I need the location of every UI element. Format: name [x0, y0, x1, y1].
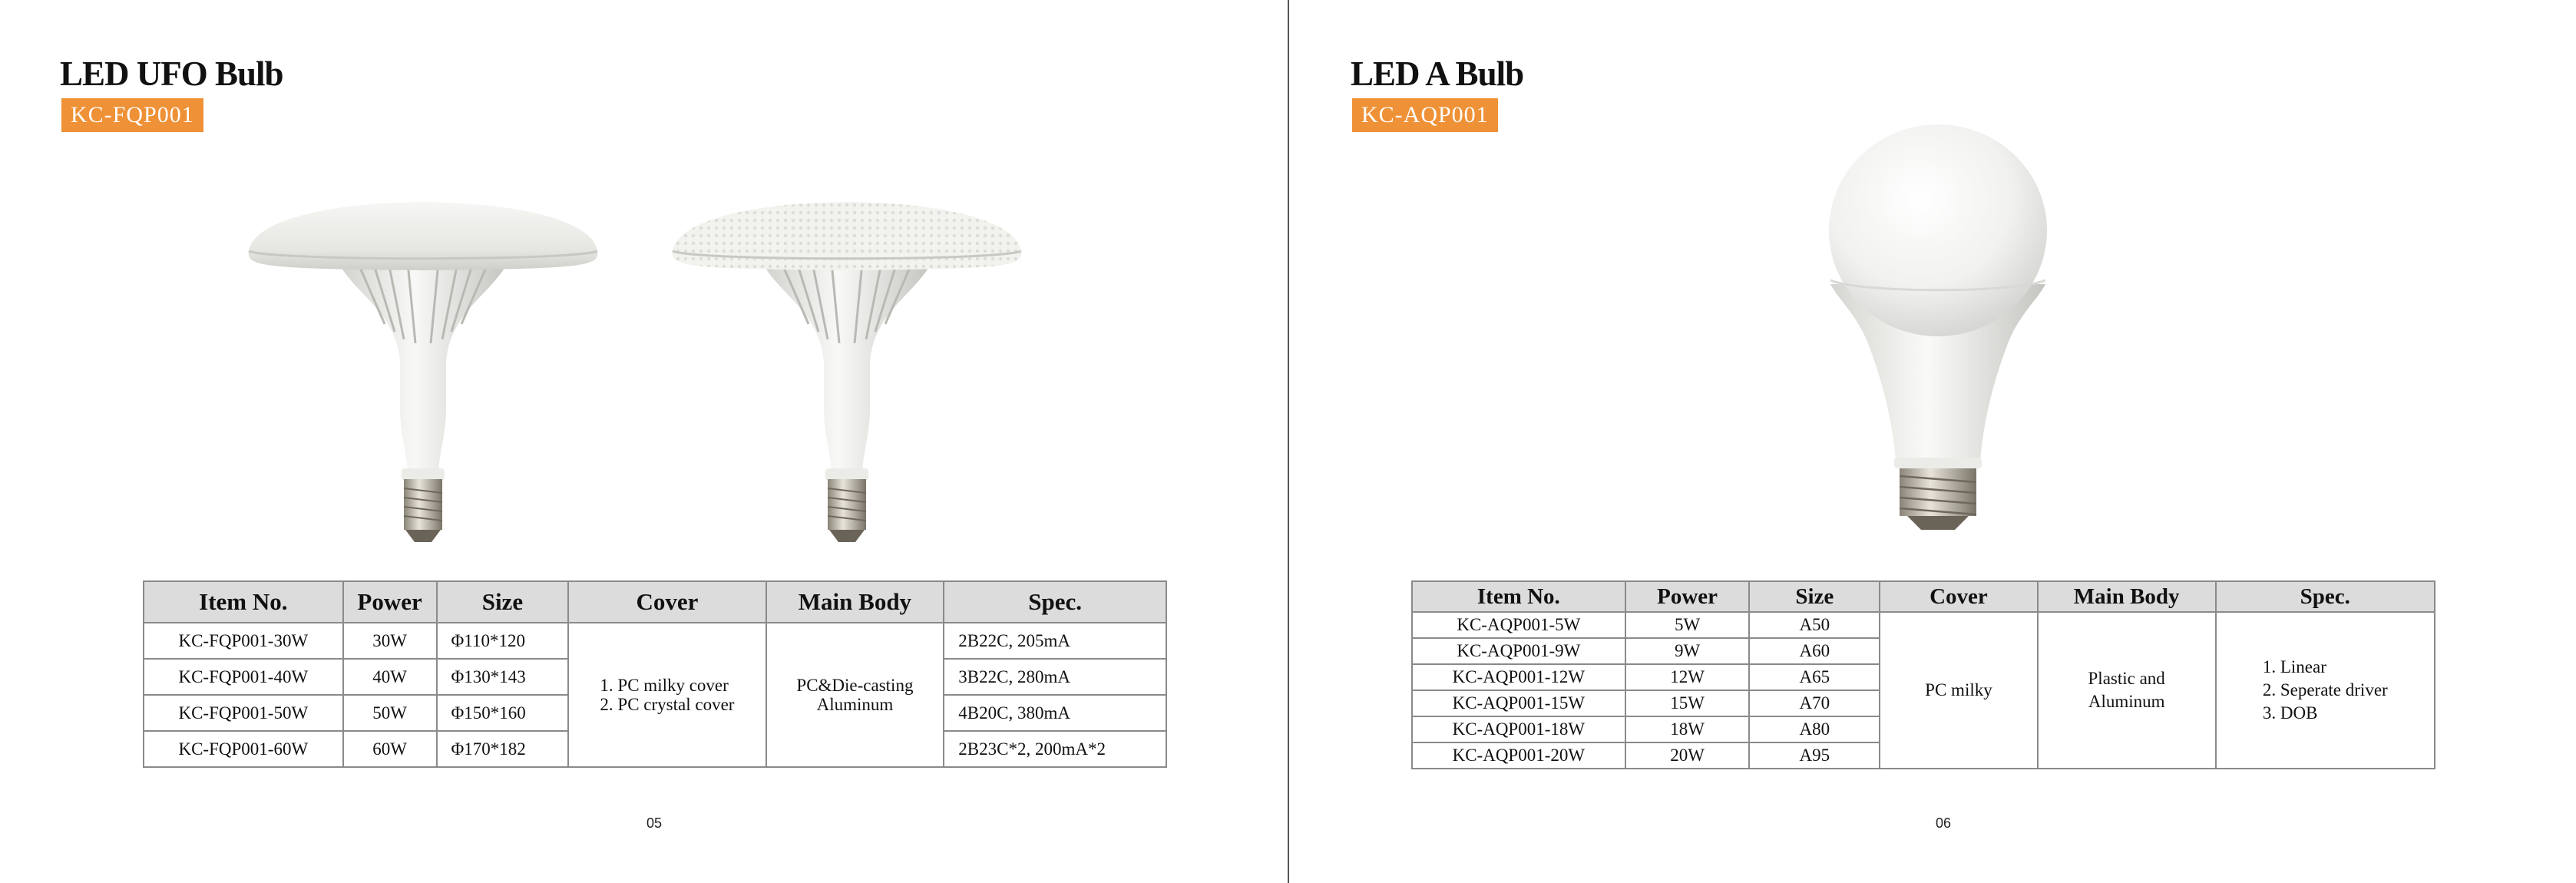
cell-size: A50 [1749, 612, 1880, 638]
cell-item-no: KC-AQP001-18W [1412, 716, 1625, 742]
page-title: LED UFO Bulb [60, 55, 283, 93]
cell-item-no: KC-FQP001-50W [144, 695, 343, 731]
cell-item-no: KC-FQP001-60W [144, 731, 343, 767]
cell-size: Φ130*143 [437, 659, 569, 695]
cell-spec: 2B22C, 205mA [944, 623, 1166, 659]
cell-spec: 3B22C, 280mA [944, 659, 1166, 695]
product-code-badge: KC-AQP001 [1352, 98, 1498, 132]
cell-item-no: KC-AQP001-12W [1412, 664, 1625, 690]
cell-power: 5W [1625, 612, 1750, 638]
header-cover: Cover [568, 581, 766, 623]
spec-table [1411, 580, 2435, 769]
cell-cover [568, 623, 766, 767]
spec-line: 1. Linear [2262, 657, 2326, 676]
cell-item-no: KC-AQP001-20W [1412, 742, 1625, 769]
main-body-line: Aluminum [816, 695, 894, 714]
cell-main-body [766, 623, 944, 767]
main-body-line: Plastic and [2088, 669, 2165, 688]
cell-item-no: KC-FQP001-30W [144, 623, 343, 659]
cell-size: A60 [1749, 638, 1880, 664]
header-item-no: Item No. [144, 581, 343, 623]
table-row [144, 623, 1166, 659]
right-page [1289, 0, 2576, 883]
main-body-line: PC&Die-casting [796, 676, 914, 695]
cell-power: 20W [1625, 742, 1750, 769]
header-spec: Spec. [944, 581, 1166, 623]
a-bulb-image [1815, 123, 2061, 537]
header-spec: Spec. [2216, 581, 2435, 612]
header-main-body: Main Body [2038, 581, 2216, 612]
cell-item-no: KC-AQP001-5W [1412, 612, 1625, 638]
spec-table [143, 580, 1167, 768]
cell-size: Φ170*182 [437, 731, 569, 767]
header-power: Power [343, 581, 437, 623]
cell-spec [2216, 612, 2435, 769]
cell-power: 30W [343, 623, 437, 659]
header-main-body: Main Body [766, 581, 944, 623]
cell-size: A95 [1749, 742, 1880, 769]
page-number: 06 [1936, 815, 1952, 831]
table-header-row [144, 581, 1166, 623]
header-size: Size [1749, 581, 1880, 612]
page-title: LED A Bulb [1351, 55, 1524, 93]
header-power: Power [1625, 581, 1750, 612]
product-code-badge: KC-FQP001 [61, 98, 203, 132]
cell-power: 12W [1625, 664, 1750, 690]
table-row [1412, 612, 2435, 638]
cell-item-no: KC-FQP001-40W [144, 659, 343, 695]
cell-size: A65 [1749, 664, 1880, 690]
table-header-row [1412, 581, 2435, 612]
cell-size: A80 [1749, 716, 1880, 742]
cell-spec: 2B23C*2, 200mA*2 [944, 731, 1166, 767]
spec-line: 3. DOB [2262, 703, 2318, 723]
main-body-line: Aluminum [2088, 692, 2165, 711]
header-size: Size [437, 581, 569, 623]
cover-line: 1. PC milky cover [600, 676, 729, 695]
cell-power: 60W [343, 731, 437, 767]
cell-power: 40W [343, 659, 437, 695]
cell-size: Φ150*160 [437, 695, 569, 731]
cover-line: 2. PC crystal cover [600, 695, 735, 714]
cell-cover: PC milky [1880, 612, 2038, 769]
ufo-bulb-crystal-image [666, 178, 1027, 547]
spec-line: 2. Seperate driver [2262, 680, 2388, 699]
header-item-no: Item No. [1412, 581, 1625, 612]
cell-size: Φ110*120 [437, 623, 569, 659]
page-number: 05 [646, 815, 663, 831]
cell-size: A70 [1749, 690, 1880, 716]
header-cover: Cover [1880, 581, 2038, 612]
cell-item-no: KC-AQP001-9W [1412, 638, 1625, 664]
cell-spec: 4B20C, 380mA [944, 695, 1166, 731]
cell-power: 50W [343, 695, 437, 731]
cell-item-no: KC-AQP001-15W [1412, 690, 1625, 716]
cell-main-body [2038, 612, 2216, 769]
cell-power: 15W [1625, 690, 1750, 716]
ufo-bulb-milky-image [243, 178, 603, 547]
cell-power: 18W [1625, 716, 1750, 742]
cell-power: 9W [1625, 638, 1750, 664]
